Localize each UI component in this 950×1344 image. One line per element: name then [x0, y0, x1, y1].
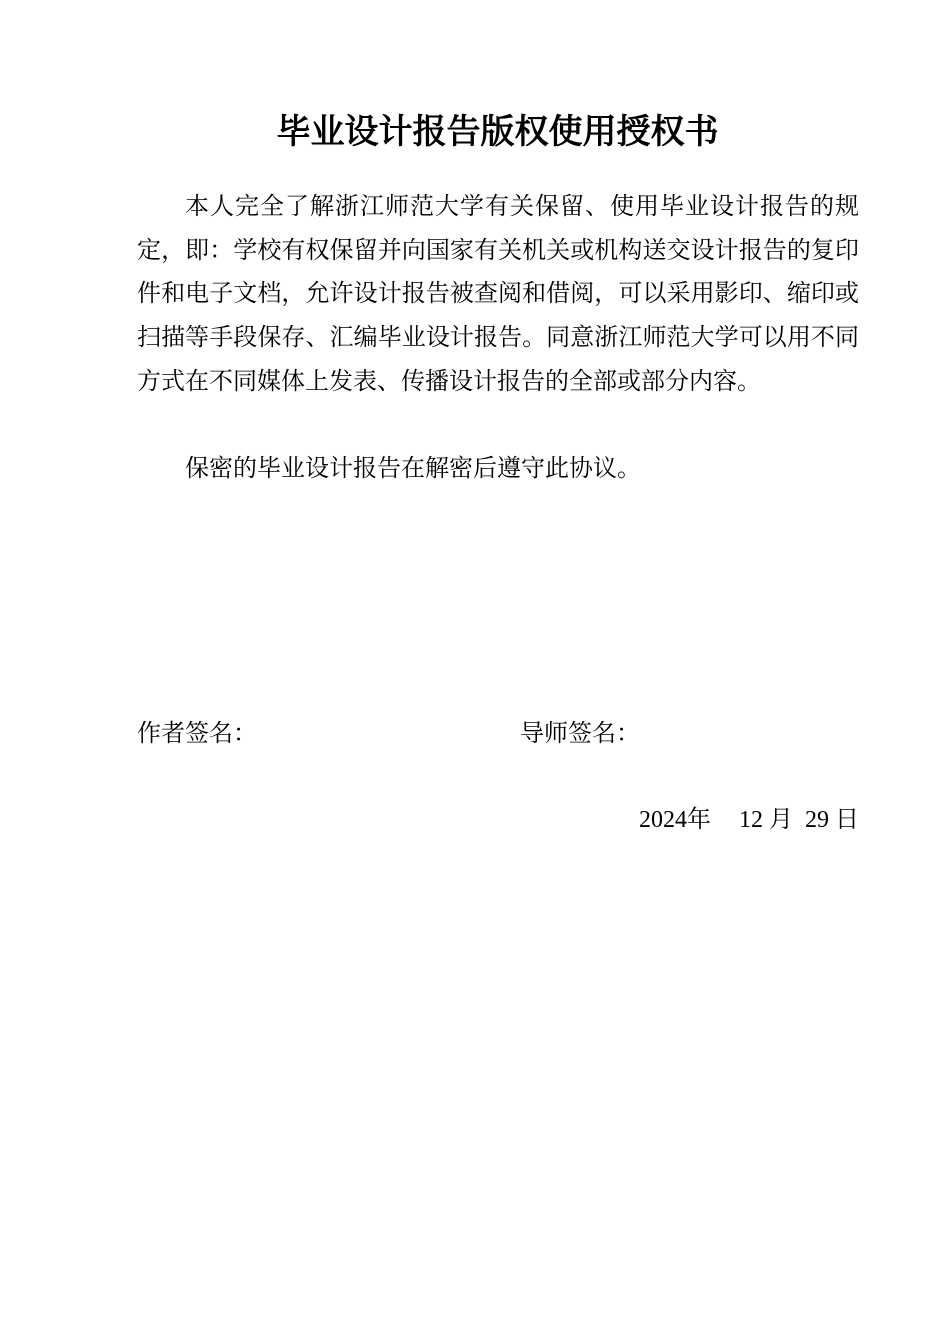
date-year-unit: 年 [687, 805, 711, 833]
signature-row [137, 711, 859, 755]
signature-date [639, 797, 859, 841]
author-signature-label: 作者签名： [137, 719, 257, 747]
document-title: 毕业设计报告版权使用授权书 [276, 112, 719, 152]
date-day-unit: 日 [835, 805, 859, 833]
advisor-signature-label: 导师签名： [520, 719, 640, 747]
date-month: 12 [739, 807, 763, 833]
date-day: 29 [805, 807, 829, 833]
confidentiality-paragraph: 保密的毕业设计报告在解密后遵守此协议。 [185, 454, 641, 482]
date-month-unit: 月 [769, 805, 793, 833]
authorization-paragraph: 本人完全了解浙江师范大学有关保留、使用毕业设计报告的规定，即：学校有权保留并向国家有关机关或机构送交设计报告的复印件和电子文档，允许设计报告被查阅和借阅，可以采用影印、缩印或扫描等手段保存、汇编毕业设计报告。同意浙江师范大学可以用不同方式在不同媒体上发表、传播设计报告的全部或部分内容。 [137, 192, 859, 395]
date-year: 2024 [639, 807, 687, 833]
